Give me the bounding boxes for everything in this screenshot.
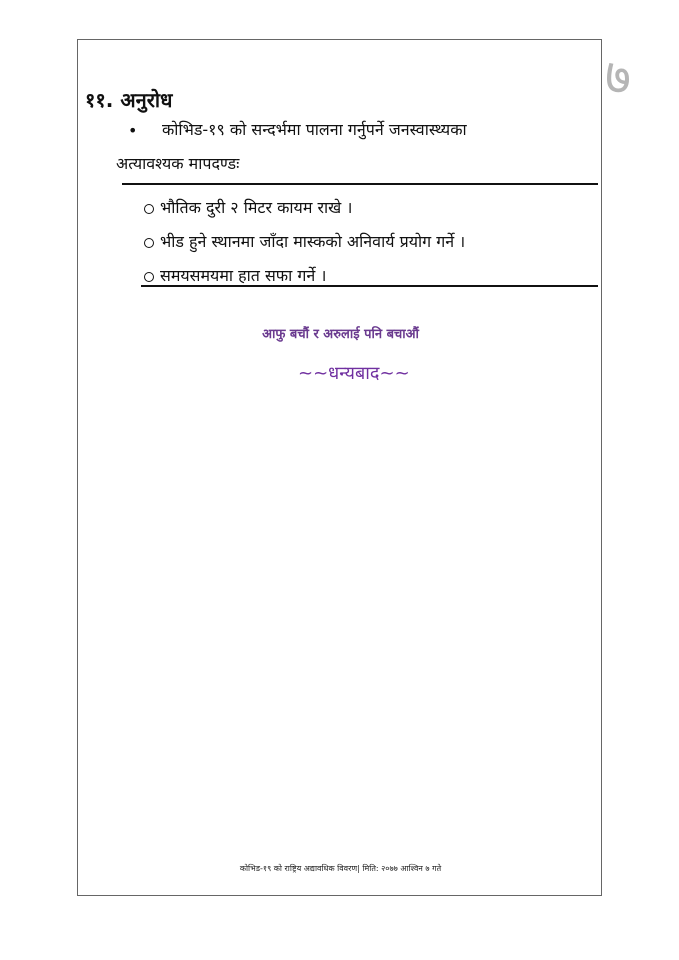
- bullet-dot: •: [128, 121, 138, 140]
- document-page: [77, 39, 602, 896]
- divider-top: [122, 183, 598, 185]
- slogan-text: आफु बचौं र अरुलाई पनि बचाऔं: [262, 327, 419, 342]
- list-item: [144, 190, 465, 224]
- thanks-text: ~~धन्यबाद~~: [298, 363, 410, 384]
- page-footer: कोभिड-१९ को राष्ट्रिय अद्यावधिक विवरण| मिति: २०७७ आश्विन ७ गते: [239, 864, 442, 873]
- requirement-text: भौतिक दुरी २ मिटर कायम राखे ।: [160, 198, 353, 217]
- circle-bullet-icon: [144, 204, 154, 214]
- list-item: [144, 224, 465, 258]
- requirement-text: समयसमयमा हात सफा गर्ने ।: [160, 266, 327, 285]
- circle-bullet-icon: [144, 238, 154, 248]
- intro-text-line1: कोभिड-१९ को सन्दर्भमा पालना गर्नुपर्ने जनस्वास्थ्यका: [162, 120, 467, 139]
- requirement-text: भीड हुने स्थानमा जाँदा मास्कको अनिवार्य प्रयोग गर्ने ।: [160, 232, 466, 251]
- requirements-list: [144, 190, 465, 292]
- circle-bullet-icon: [144, 272, 154, 282]
- page-number: ७: [605, 48, 631, 106]
- section-heading: ११. अनुरोध: [85, 88, 173, 112]
- divider-bottom: [141, 285, 598, 287]
- intro-text-line2: अत्यावश्यक मापदण्डः: [116, 154, 240, 173]
